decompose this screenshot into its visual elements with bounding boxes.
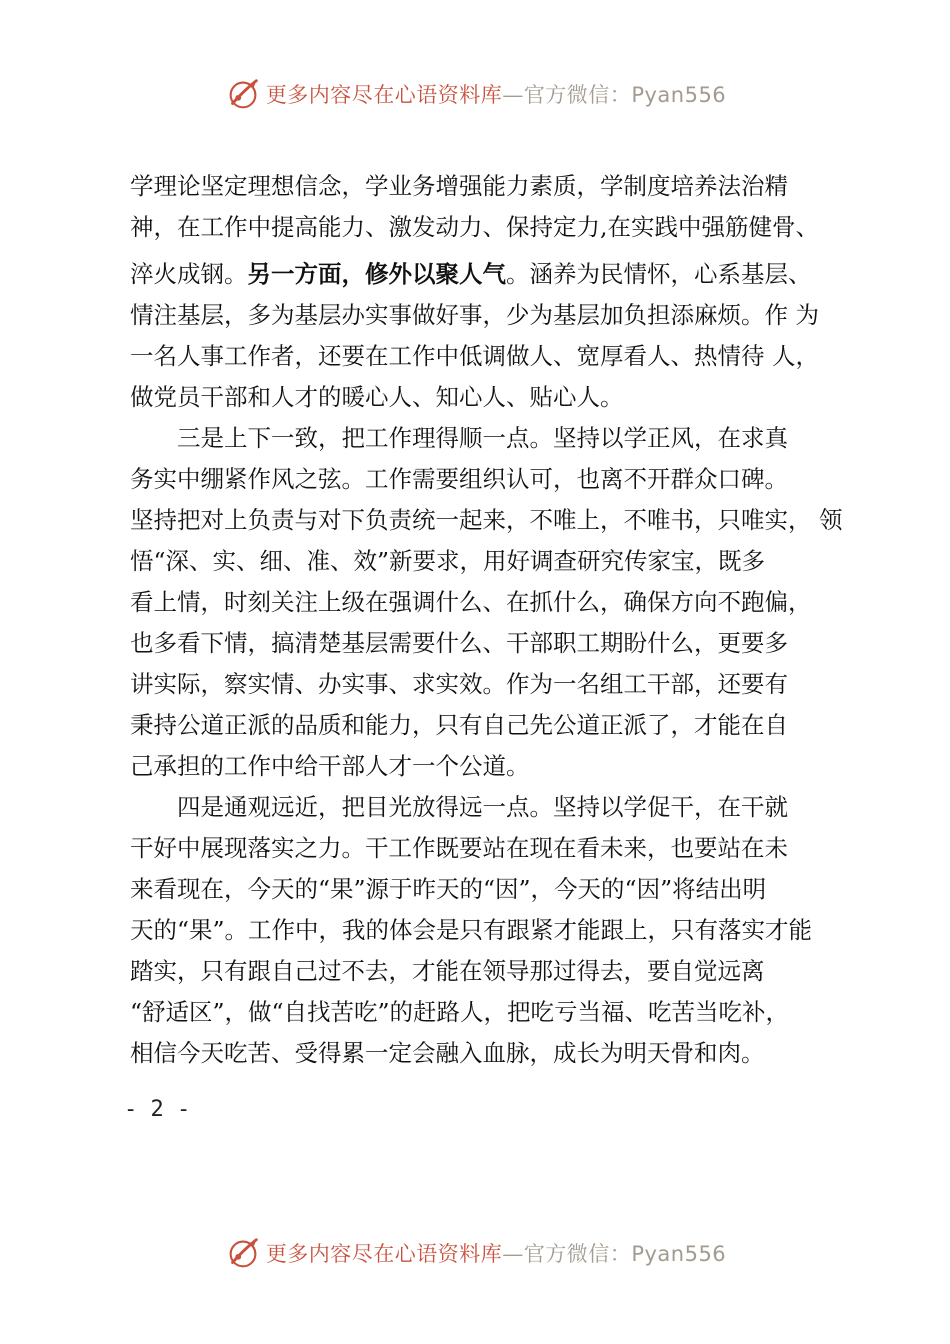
banner-wechat-id: Pyan556 <box>631 1242 727 1266</box>
page-number: - 2 - <box>124 1097 191 1122</box>
text-line: 三是上下一致，把工作理得顺一点。坚持以学正风，在求真 <box>130 424 788 452</box>
text-line: 踏实，只有跟自己过不去，才能在领导那过得去，要自觉远离 <box>130 957 765 985</box>
text-segment: 淬火成钢。 <box>130 260 248 288</box>
text-line: 看上情，时刻关注上级在强调什么、在抓什么，确保方向不跑偏， <box>130 588 812 616</box>
paragraph-1 <box>130 166 842 248</box>
banner-text <box>266 79 726 109</box>
text-line: 干好中展现落实之力。干工作既要站在现在看未来，也要站在未 <box>130 834 788 862</box>
text-line: 悟“深、实、细、准、效”新要求，用好调查研究传家宝，既多 <box>130 547 766 575</box>
text-line: 四是通观远近，把目光放得远一点。坚持以学促干，在干就 <box>130 793 788 821</box>
text-line: 务实中绷紧作风之弦。工作需要组织认可，也离不开群众口碑。 <box>130 465 788 493</box>
paragraph-4 <box>130 787 842 1074</box>
text-line: 情注基层，多为基层办实事做好事，少为基层加负担添麻烦。作 为 <box>130 301 819 329</box>
paragraph-2 <box>130 254 842 418</box>
paragraph-3 <box>130 418 842 787</box>
text-line: 也多看下情，搞清楚基层需要什么、干部职工期盼什么，更要多 <box>130 629 788 657</box>
text-line: 来看现在，今天的“果”源于昨天的“因”，今天的“因”将结出明 <box>130 875 767 903</box>
text-line: 做党员干部和人才的暖心人、知心人、贴心人。 <box>130 383 624 411</box>
text-line: 秉持公道正派的品质和能力，只有自己先公道正派了，才能在自 <box>130 711 788 739</box>
text-line: 讲实际，察实情、办实事、求实效。作为一名组工干部，还要有 <box>130 670 788 698</box>
text-line: 相信今天吃苦、受得累一定会融入血脉，成长为明天骨和肉。 <box>130 1039 765 1067</box>
header-watermark-banner <box>0 72 950 116</box>
banner-wechat-label: —官方微信： <box>502 1242 632 1266</box>
banner-wechat-id: Pyan556 <box>631 83 727 107</box>
text-segment: 。涵养为民情怀，心系基层、 <box>506 260 812 288</box>
text-line: 神，在工作中提高能力、激发动力、保持定力,在实践中强筋健骨、 <box>130 213 819 241</box>
banner-text <box>266 1238 726 1268</box>
text-line: 学理论坚定理想信念，学业务增强能力素质，学制度培养法治精 <box>130 172 788 200</box>
text-line: 天的“果”。工作中，我的体会是只有跟紧才能跟上，只有落实才能 <box>130 916 813 944</box>
text-line: 一名人事工作者，还要在工作中低调做人、宽厚看人、热情待 人， <box>130 342 819 370</box>
brand-logo-icon <box>224 1234 262 1272</box>
brand-logo-icon <box>224 75 262 113</box>
text-line: 坚持把对上负责与对下负责统一起来，不唯上，不唯书，只唯实， 领 <box>130 506 843 534</box>
banner-library-text: 更多内容尽在心语资料库 <box>265 83 503 107</box>
banner-library-text: 更多内容尽在心语资料库 <box>265 1242 503 1266</box>
text-line <box>130 254 842 295</box>
bold-heading: 另一方面，修外以聚人气 <box>247 260 506 288</box>
footer-watermark-banner <box>0 1231 950 1275</box>
banner-wechat-label: —官方微信： <box>502 83 632 107</box>
document-body <box>130 166 842 1074</box>
text-line: “舒适区”，做“自找苦吃”的赶路人，把吃亏当福、吃苦当吃补， <box>130 998 790 1026</box>
text-line: 己承担的工作中给干部人才一个公道。 <box>130 752 530 780</box>
